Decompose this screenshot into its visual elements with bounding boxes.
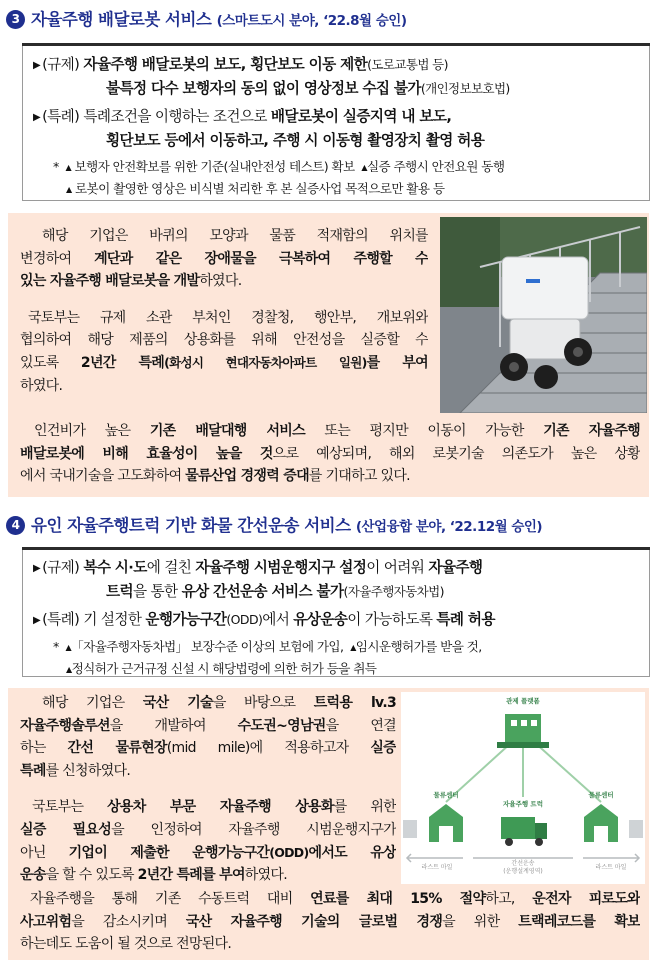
section-number-3: 3 bbox=[6, 10, 25, 29]
section4-p3-l3: 하는데도 도움이 될 것으로 전망된다. bbox=[20, 936, 232, 953]
section3-p2-l1: 국토부는 규제 소관 부처인 경찰청, 행안부, 개보위와 bbox=[28, 309, 428, 326]
section3-body-box bbox=[8, 213, 649, 497]
section3-p1-l2: 변경하여 계단과 같은 장애물을 극복하여 주행할 수 bbox=[20, 250, 428, 267]
section4-p2-l3: 아닌 기업이 제출한 운행가능구간(ODD)에서도 유상 bbox=[20, 844, 396, 861]
section4-note1: * ▲「자율주행자동차법」 보장수준 이상의 보험에 가입, ▲임시운행허가를 받을 것, bbox=[53, 639, 482, 654]
section4-p3-l1: 자율주행을 통해 기존 수동트럭 대비 연료를 최대 15% 절약하고, 운전자 피로도와 bbox=[30, 891, 640, 907]
section4-p1-l4: 특례를 신청하였다. bbox=[20, 762, 131, 779]
diagram-center-label: 자율주행 트럭 bbox=[503, 800, 543, 808]
section3-p1-l3: 있는 자율주행 배달로봇을 개발하였다. bbox=[20, 273, 242, 290]
section3-meta: (스마트도시 분야, ‘22.8월 승인) bbox=[216, 13, 407, 29]
section4-rule-box bbox=[22, 547, 650, 677]
diagram-left-label: 물류센터 bbox=[433, 791, 459, 799]
section3-p3-l3: 에서 국내기술을 고도화하여 물류산업 경쟁력 증대를 기대하고 있다. bbox=[20, 468, 410, 485]
section4-title bbox=[6, 512, 542, 536]
diagram-left-mile: 라스트 마일 bbox=[421, 864, 453, 871]
section3-title-text: 자율주행 배달로봇 서비스 bbox=[31, 10, 212, 29]
section3-exception: ▶ (특례) 특례조건을 이행하는 조건으로 배달로봇이 실증지역 내 보도, bbox=[33, 108, 452, 125]
triangle-bullet-icon: ▶ bbox=[33, 563, 41, 574]
diagram-top-label: 관제 플랫폼 bbox=[506, 697, 540, 705]
section3-exception-cont: 횡단보도 등에서 이동하고, 주행 시 이동형 촬영장치 촬영 허용 bbox=[106, 132, 485, 149]
section3-p2-l3: 있도록 2년간 특례(화성시 현대자동차아파트 일원)를 부여 bbox=[20, 354, 428, 371]
section-number-4: 4 bbox=[6, 516, 25, 535]
section4-title-text: 유인 자율주행트럭 기반 화물 간선운송 서비스 bbox=[31, 516, 351, 535]
section4-p1-l3: 하는 간선 물류현장(mid mile)에 적용하고자 실증 bbox=[20, 740, 396, 757]
small-triangle-icon: ▲ bbox=[350, 643, 356, 652]
small-triangle-icon: ▲ bbox=[65, 163, 72, 172]
logistics-diagram bbox=[401, 692, 645, 884]
section3-regulation-cont: 불특정 다수 보행자의 동의 없이 영상정보 수집 불가(개인정보보호법) bbox=[106, 80, 510, 97]
section3-regulation: ▶ (규제) 자율주행 배달로봇의 보도, 횡단보도 이동 제한(도로교통법 등) bbox=[33, 56, 448, 73]
diagram-mid-label: 간선운송 (운행설계영역) bbox=[503, 860, 543, 875]
section3-p3-l1: 인건비가 높은 기존 배달대행 서비스 또는 평지만 이동이 가능한 기존 자율주행 bbox=[34, 423, 640, 439]
small-triangle-icon: ▲ bbox=[65, 643, 72, 652]
section3-title bbox=[6, 6, 407, 30]
section4-p2-l4: 운송을 할 수 있도록 2년간 특례를 부여하였다. bbox=[20, 867, 288, 884]
logistics-diagram-graphic bbox=[401, 692, 645, 884]
section3-p3-l2: 배달로봇에 비해 효율성이 높을 것으로 예상되며, 해외 로봇기술 의존도가 높은 상황 bbox=[20, 445, 640, 462]
delivery-robot-illustration bbox=[440, 217, 647, 413]
section4-exception: ▶ (특례) 기 설정한 운행가능구간(ODD)에서 유상운송이 가능하도록 특례 허용 bbox=[33, 611, 495, 628]
section4-regulation: ▶ (규제) 복수 시·도에 걸친 자율주행 시범운행지구 설정이 어려워 자율주행 bbox=[33, 559, 483, 576]
section4-p1-l1: 해당 기업은 국산 기술을 바탕으로 트럭용 lv.3 bbox=[42, 695, 396, 711]
section4-p1-l2: 자율주행솔루션을 개발하여 수도권~영남권을 연결 bbox=[20, 717, 396, 734]
section4-regulation-cont: 트럭을 통한 유상 간선운송 서비스 불가(자율주행자동차법) bbox=[106, 583, 444, 600]
section4-p2-l2: 실증 필요성을 인정하여 자율주행 시범운행지구가 bbox=[20, 821, 396, 838]
small-triangle-icon: ▲ bbox=[361, 163, 367, 172]
section4-p3-l2: 사고위험을 감소시키며 국산 자율주행 기술의 글로벌 경쟁을 위한 트랙레코드를 확보 bbox=[20, 913, 640, 930]
section3-note1: * ▲ 보행자 안전확보를 위한 기준(실내안전성 테스트) 확보 ▲실증 주행시 안전요원 동행 bbox=[53, 159, 505, 174]
section3-rule-box bbox=[22, 43, 650, 201]
triangle-bullet-icon: ▶ bbox=[33, 60, 41, 71]
diagram-right-label: 물류센터 bbox=[588, 791, 614, 799]
section3-p2-l4: 하였다. bbox=[20, 377, 63, 394]
delivery-robot-photo bbox=[440, 217, 647, 413]
box-top-rule bbox=[22, 43, 650, 46]
small-triangle-icon: ▲ bbox=[66, 185, 72, 194]
triangle-bullet-icon: ▶ bbox=[33, 615, 41, 626]
section3-p2-l2: 협의하여 해당 제품의 상용화를 위해 안전성을 실증할 수 bbox=[20, 332, 428, 349]
section3-p1-l1: 해당 기업은 바퀴의 모양과 물품 적재함의 위치를 bbox=[42, 228, 428, 244]
box-top-rule bbox=[22, 547, 650, 550]
small-triangle-icon: ▲ bbox=[66, 665, 72, 674]
section3-note2: ▲ 로봇이 촬영한 영상은 비식별 처리한 후 본 실증사업 목적으로만 활용 등 bbox=[66, 181, 445, 196]
section4-p2-l1: 국토부는 상용차 부문 자율주행 상용화를 위한 bbox=[32, 799, 396, 816]
diagram-right-mile: 라스트 마일 bbox=[595, 864, 627, 871]
section4-body-box bbox=[8, 688, 649, 960]
triangle-bullet-icon: ▶ bbox=[33, 112, 41, 123]
section4-meta: (산업융합 분야, ‘22.12월 승인) bbox=[355, 519, 543, 535]
section4-note2: ▲정식허가 근거규정 신설 시 해당법령에 의한 허가 등을 취득 bbox=[66, 661, 377, 676]
